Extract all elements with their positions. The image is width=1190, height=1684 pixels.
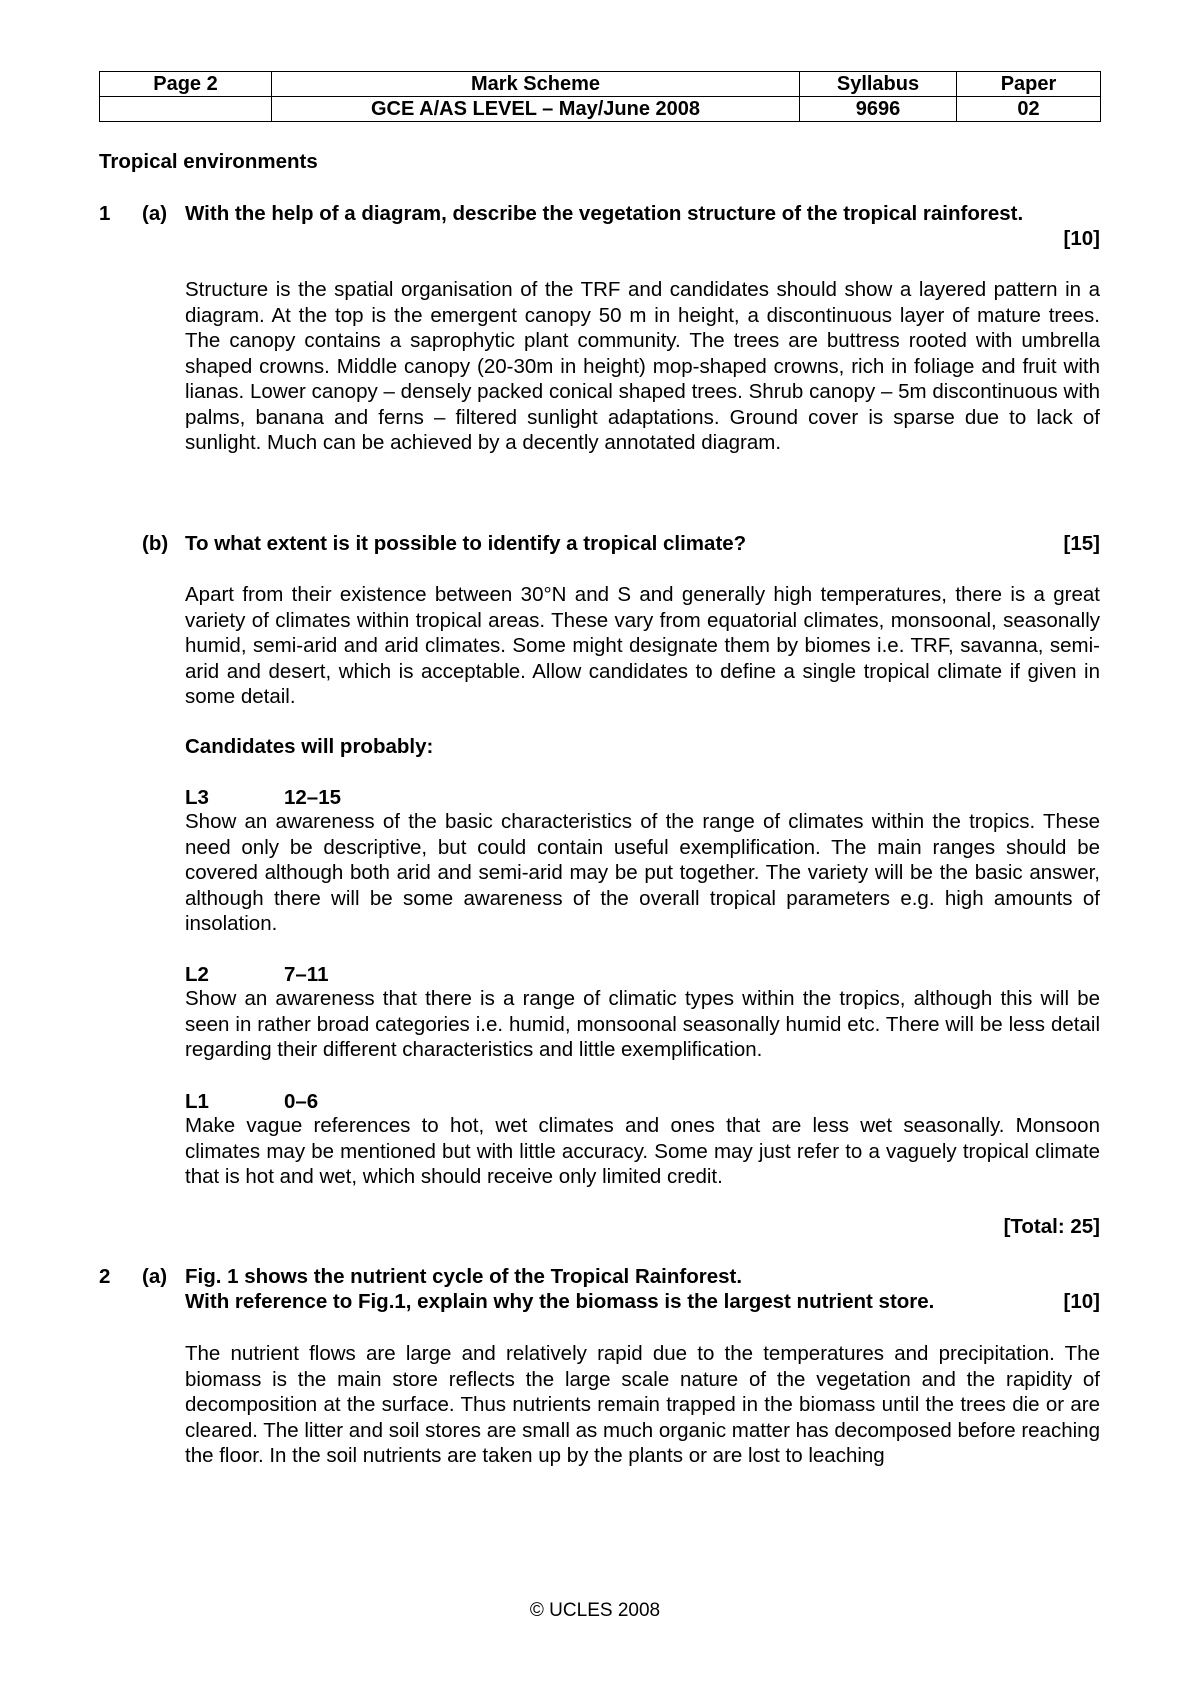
header-paper-number: 02 <box>957 97 1101 122</box>
level-l1-text: Make vague references to hot, wet climates and ones that are less wet seasonally. Monsoon climates may be mentioned but with little accuracy. Some may just refer to a vaguely tropical climate that is hot and wet, which should receive only limited credit. <box>185 1114 1100 1188</box>
level-l1-range: 0–6 <box>284 1090 319 1113</box>
q2a-question-line2: With reference to Fig.1, explain why the biomass is the largest nutrient store. <box>185 1290 935 1313</box>
copyright-footer: © UCLES 2008 <box>529 1600 661 1621</box>
header-table <box>99 71 1101 122</box>
q2a-answer: The nutrient flows are large and relatively rapid due to the temperatures and precipitation. The biomass is the main store reflects the large scale nature of the vegetation and the rapidity of decomposition at the surface. Thus nutrients remain trapped in the biomass until the trees die or are cleared. The litter and soil stores are small as much organic matter has decomposed before reaching the floor. In the soil nutrients are taken up by the plants or are lost to leaching <box>185 1342 1100 1467</box>
header-doc-type: Mark Scheme <box>272 72 800 97</box>
q1b-label: (b) <box>142 532 169 555</box>
candidates-heading: Candidates will probably: <box>185 735 434 758</box>
q2a-question-line1: Fig. 1 shows the nutrient cycle of the Tropical Rainforest. <box>185 1265 743 1288</box>
level-l3-text: Show an awareness of the basic characteristics of the range of climates within the tropics. These need only be descriptive, but could contain useful exemplification. The main ranges should be covered although both arid and semi-arid may be put together. The variety will be the basic answer, although there will be some awareness of the overall tropical parameters e.g. high amounts of insolation. <box>185 810 1100 935</box>
q1b-marks: [15] <box>1063 532 1100 555</box>
level-l2-label: L2 <box>185 963 209 986</box>
header-paper-label: Paper <box>957 72 1101 97</box>
level-l2-range: 7–11 <box>284 963 329 986</box>
q2a-marks: [10] <box>1063 1290 1100 1313</box>
q2-number: 2 <box>99 1265 111 1288</box>
header-row-2 <box>100 97 1101 122</box>
header-row-1 <box>100 72 1101 97</box>
q1a-question: With the help of a diagram, describe the vegetation structure of the tropical rainforest. <box>185 202 1024 225</box>
header-page: Page 2 <box>100 72 272 97</box>
q1-total: [Total: 25] <box>1003 1215 1100 1238</box>
header-exam: GCE A/AS LEVEL – May/June 2008 <box>272 97 800 122</box>
q2a-label: (a) <box>142 1265 168 1288</box>
header-syllabus-label: Syllabus <box>800 72 957 97</box>
header-syllabus-code: 9696 <box>800 97 957 122</box>
q1a-answer: Structure is the spatial organisation of the TRF and candidates should show a layered pattern in a diagram. At the top is the emergent canopy 50 m in height, a discontinuous layer of mature trees. The canopy contains a saprophytic plant community. The trees are buttress rooted with umbrella shaped crowns. Middle canopy (20-30m in height) mop-shaped crowns, rich in foliage and fruit with lianas. Lower canopy – densely packed conical shaped trees. Shrub canopy – 5m discontinuous with palms, banana and ferns – filtered sunlight adaptations. Ground cover is sparse due to lack of sunlight. Much can be achieved by a decently annotated diagram. <box>185 278 1100 454</box>
q1a-marks: [10] <box>1063 227 1100 250</box>
header-empty-cell <box>100 97 272 122</box>
q1b-question: To what extent is it possible to identify a tropical climate? <box>185 532 747 555</box>
q1b-answer: Apart from their existence between 30°N and S and generally high temperatures, there is a great variety of climates within tropical areas. These vary from equatorial climates, monsoonal, seasonally humid, semi-arid and arid climates. Some might designate them by biomes i.e. TRF, savanna, semi-arid and desert, which is acceptable. Allow candidates to define a single tropical climate if given in some detail. <box>185 583 1100 708</box>
q1-number: 1 <box>99 202 111 225</box>
level-l2-text: Show an awareness that there is a range of climatic types within the tropics, although this will be seen in rather broad categories i.e. humid, monsoonal seasonally humid etc. There will be less detail regarding their different characteristics and little exemplification. <box>185 987 1100 1061</box>
level-l3-range: 12–15 <box>284 786 342 809</box>
level-l1-label: L1 <box>185 1090 209 1113</box>
section-title: Tropical environments <box>99 150 318 173</box>
q1a-label: (a) <box>142 202 168 225</box>
level-l3-label: L3 <box>185 786 209 809</box>
